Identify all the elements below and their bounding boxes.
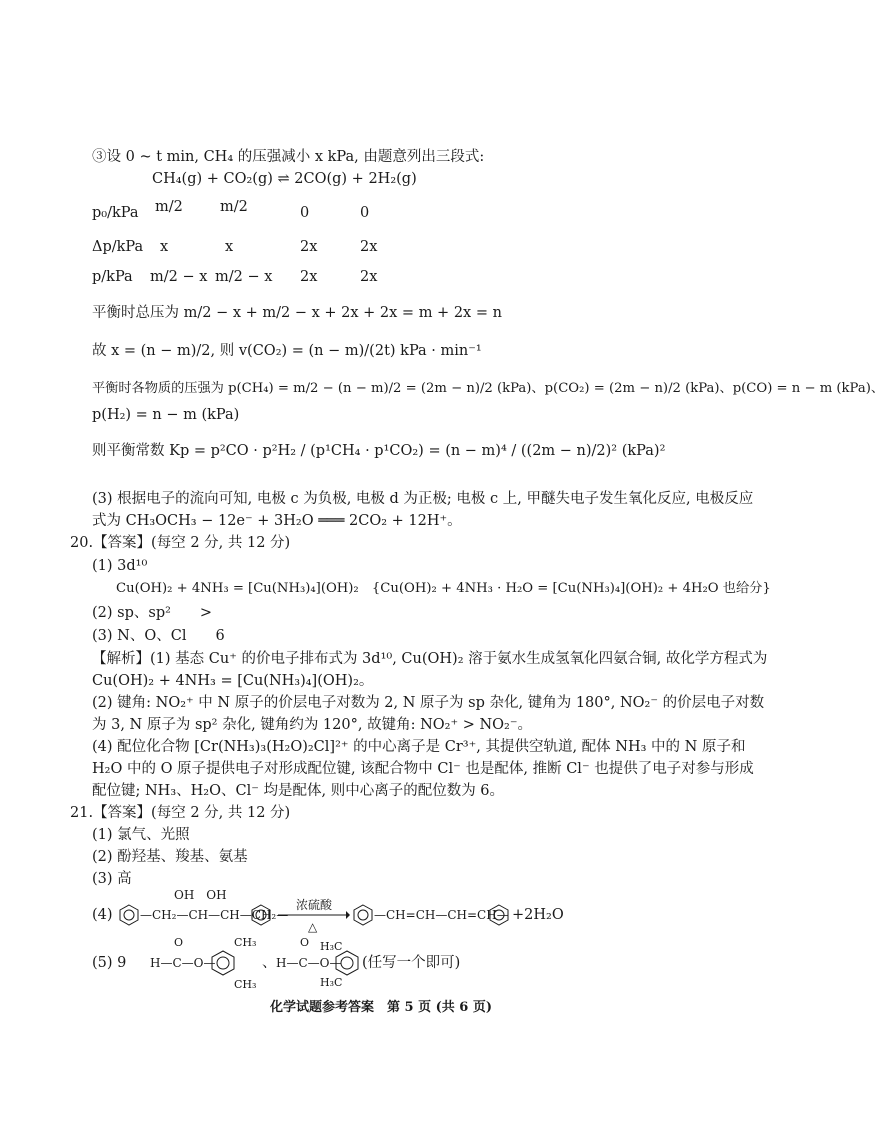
- q20-explanation-7: 配位键; NH₃、H₂O、Cl⁻ 均是配体, 则中心离子的配位数为 6。: [92, 783, 505, 799]
- p-co2: m/2 − x: [215, 269, 273, 285]
- p0-ch4: m/2: [155, 199, 183, 215]
- benzene-ring-icon: [210, 950, 236, 976]
- row-label-p0: p₀/kPa: [92, 205, 139, 221]
- part3-line1: (3) 根据电子的流向可知, 电极 c 为负极, 电极 d 为正极; 电极 c 上, 甲醚失电子发生氧化反应, 电极反应: [92, 491, 754, 507]
- q21-answer-5-note: (任写一个即可): [362, 955, 461, 971]
- carbonyl-oxygen-2: O: [300, 936, 310, 949]
- total-pressure: 平衡时总压为 m/2 − x + m/2 − x + 2x + 2x = m + 2x = n: [92, 305, 502, 321]
- q20-answer-3: (3) N、O、Cl 6: [92, 628, 225, 644]
- p-co: 2x: [300, 269, 318, 285]
- q19-equation: CH₄(g) + CO₂(g) ⇌ 2CO(g) + 2H₂(g): [152, 171, 417, 187]
- equilibrium-pressures-1: 平衡时各物质的压强为 p(CH₄) = m/2 − (n − m)/2 = (2m − n)/2 (kPa)、p(CO₂) = (2m − n)/2 (kPa)、p(CO) = n − m (kPa)、: [92, 381, 884, 396]
- dp-co2: x: [225, 239, 234, 255]
- q20-header: 20.【答案】(每空 2 分, 共 12 分): [70, 535, 291, 551]
- benzene-ring-icon: [118, 904, 140, 926]
- diene-chain: —CH=CH—CH=CH—: [374, 908, 509, 922]
- p0-co: 0: [300, 205, 310, 221]
- equilibrium-pressures-2: p(H₂) = n − m (kPa): [92, 407, 240, 423]
- q20-explanation-5: (4) 配位化合物 [Cr(NH₃)₃(H₂O)₂Cl]²⁺ 的中心离子是 Cr³⁺, 其提供空轨道, 配体 NH₃ 中的 N 原子和: [92, 739, 746, 755]
- q21-answer-3: (3) 高: [92, 871, 132, 887]
- q19-intro: ③设 0 ~ t min, CH₄ 的压强减小 x kPa, 由题意列出三段式:: [92, 149, 485, 165]
- p0-h2: 0: [360, 205, 370, 221]
- q20-explanation-4: 为 3, N 原子为 sp² 杂化, 键角约为 120°, 故键角: NO₂⁺ > NO₂⁻。: [92, 717, 533, 733]
- carbonyl-oxygen-1: O: [174, 936, 184, 949]
- q21-answer-1: (1) 氯气、光照: [92, 827, 190, 843]
- isomer-separator: 、: [262, 955, 277, 971]
- formate-group-1: H—C—O—: [150, 956, 216, 970]
- kp-expression: 则平衡常数 Kp = p²CO · p²H₂ / (p¹CH₄ · p¹CO₂) = (n − m)⁴ / ((2m − n)/2)² (kPa)²: [92, 443, 666, 459]
- page-footer: 化学试题参考答案 第 5 页 (共 6 页): [270, 1000, 493, 1015]
- q21-answer-2: (2) 酚羟基、羧基、氨基: [92, 849, 248, 865]
- heat-condition: △: [308, 920, 318, 934]
- diol-chain: —CH₂—CH—CH—CH₂—: [140, 908, 289, 922]
- benzene-ring-icon: [250, 904, 272, 926]
- p-ch4: m/2 − x: [150, 269, 208, 285]
- q21-answer-4-label: (4): [92, 907, 113, 923]
- q20-explanation-2: Cu(OH)₂ + 4NH₃ = [Cu(NH₃)₄](OH)₂。: [92, 673, 374, 689]
- methyl-top: CH₃: [234, 936, 257, 949]
- reagent-label: 浓硫酸: [296, 898, 333, 912]
- q20-answer-2: (2) sp、sp² >: [92, 605, 213, 621]
- formate-group-2: H—C—O—: [276, 956, 342, 970]
- methyl-bottom: CH₃: [234, 978, 257, 991]
- methyl-left-top: H₃C: [320, 940, 343, 953]
- q20-explanation-6: H₂O 中的 O 原子提供电子对形成配位键, 该配合物中 Cl⁻ 也是配体, 推断 Cl⁻ 也提供了电子对参与形成: [92, 761, 754, 777]
- q21-header: 21.【答案】(每空 2 分, 共 12 分): [70, 805, 291, 821]
- q20-answer-1-equation: Cu(OH)₂ + 4NH₃ = [Cu(NH₃)₄](OH)₂ {Cu(OH)₂ + 4NH₃ · H₂O = [Cu(NH₃)₄](OH)₂ + 4H₂O 也给分}: [116, 581, 771, 596]
- benzene-ring-icon: [488, 904, 510, 926]
- diol-hydroxyls: OH OH: [174, 888, 227, 902]
- p0-co2: m/2: [220, 199, 248, 215]
- dp-ch4: x: [160, 239, 169, 255]
- x-value: 故 x = (n − m)/2, 则 v(CO₂) = (n − m)/(2t) kPa · min⁻¹: [92, 343, 482, 359]
- q20-answer-1: (1) 3d¹⁰: [92, 558, 148, 574]
- part3-line2: 式为 CH₃OCH₃ − 12e⁻ + 3H₂O ═══ 2CO₂ + 12H⁺。: [92, 513, 462, 529]
- dp-co: 2x: [300, 239, 318, 255]
- q20-explanation-3: (2) 键角: NO₂⁺ 中 N 原子的价层电子对数为 2, N 原子为 sp 杂化, 键角为 180°, NO₂⁻ 的价层电子对数: [92, 695, 765, 711]
- water-product: +2H₂O: [512, 907, 564, 923]
- p-h2: 2x: [360, 269, 378, 285]
- row-label-dp: Δp/kPa: [92, 239, 144, 255]
- benzene-ring-icon: [334, 950, 360, 976]
- dp-h2: 2x: [360, 239, 378, 255]
- methyl-left-bottom: H₃C: [320, 976, 343, 989]
- q21-answer-5-label: (5) 9: [92, 955, 127, 971]
- q20-explanation-1: 【解析】(1) 基态 Cu⁺ 的价电子排布式为 3d¹⁰, Cu(OH)₂ 溶于氨水生成氢氧化四氨合铜, 故化学方程式为: [92, 651, 768, 667]
- row-label-p: p/kPa: [92, 269, 133, 285]
- benzene-ring-icon: [352, 904, 374, 926]
